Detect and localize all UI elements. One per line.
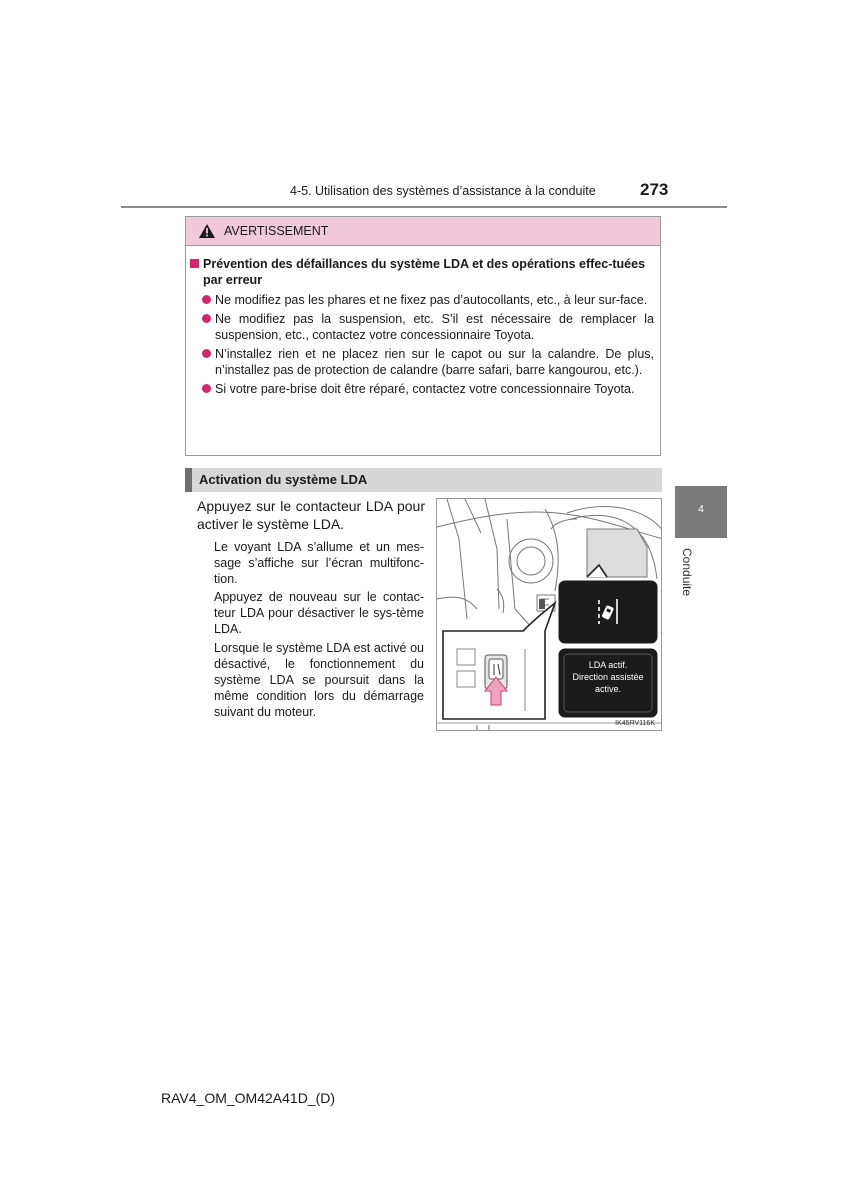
warning-title: [190, 256, 654, 288]
warning-bullet: [202, 346, 654, 378]
warning-bullet: [202, 381, 654, 397]
page-number: 273: [640, 180, 669, 199]
lane-departure-icon: [595, 597, 621, 625]
dashboard-drawing: [437, 499, 662, 731]
warning-title-text: Prévention des défaillances du système LDA et des opérations effec-tuées par erreur: [203, 257, 646, 287]
warning-body: [186, 246, 660, 397]
section-intro: Appuyez sur le contacteur LDA pour activer le système LDA.: [197, 498, 425, 532]
display-message-line: active.: [594, 684, 621, 694]
section-paragraph: Appuyez de nouveau sur le contac-teur LDA pour désactiver le sys-tème LDA.: [214, 590, 424, 636]
section-paragraph: Le voyant LDA s’allume et un mes-sage s’affiche sur l’écran multifonc-tion.: [214, 540, 424, 586]
warning-bullet: [202, 311, 654, 343]
dashboard-illustration: [436, 498, 662, 731]
section-paragraph: Lorsque le système LDA est activé ou désactivé, le fonctionnement du système LDA se poursuit dans la même condition lors du démarrage suivant du moteur.: [214, 641, 424, 719]
display-message: [563, 659, 653, 695]
warning-bullet: [202, 292, 654, 308]
square-bullet-icon: [190, 259, 199, 268]
warning-header: [186, 217, 660, 246]
warning-box: [185, 216, 661, 456]
figure-code: IK45RV116K: [615, 720, 655, 727]
warning-bullet-text: Si votre pare-brise doit être réparé, contactez votre concessionnaire Toyota.: [215, 382, 635, 396]
chapter-number: 4: [698, 504, 704, 515]
warning-bullet-text: Ne modifiez pas les phares et ne fixez pas d’autocollants, etc., à leur sur-face.: [215, 293, 648, 307]
warning-triangle-icon: [198, 223, 216, 239]
display-message-line: Direction assistée: [572, 672, 644, 682]
chapter-label: Conduite: [680, 548, 694, 597]
footer-document-code: RAV4_OM_OM42A41D_(D): [161, 1090, 336, 1106]
round-bullet-icon: [202, 314, 211, 323]
round-bullet-icon: [202, 384, 211, 393]
warning-bullet-text: N’installez rien et ne placez rien sur le capot ou sur la calandre. De plus, n’installez pas de protection de calandre (barre safari, barre kangourou, etc.).: [215, 347, 654, 377]
section-heading-bar: [185, 468, 662, 492]
warning-bullet-text: Ne modifiez pas la suspension, etc. S’il est nécessaire de remplacer la suspension, etc., contactez votre concessionnaire Toyota.: [215, 312, 654, 342]
round-bullet-icon: [202, 349, 211, 358]
section-title: Activation du système LDA: [199, 472, 368, 487]
display-message-line: LDA actif.: [588, 660, 628, 670]
chapter-tab: [675, 486, 727, 538]
header-section-title: 4-5. Utilisation des systèmes d’assistance à la conduite: [290, 184, 596, 198]
warning-label: AVERTISSEMENT: [224, 224, 329, 238]
section-heading-accent: [185, 468, 192, 492]
round-bullet-icon: [202, 295, 211, 304]
header-divider: [121, 206, 727, 208]
